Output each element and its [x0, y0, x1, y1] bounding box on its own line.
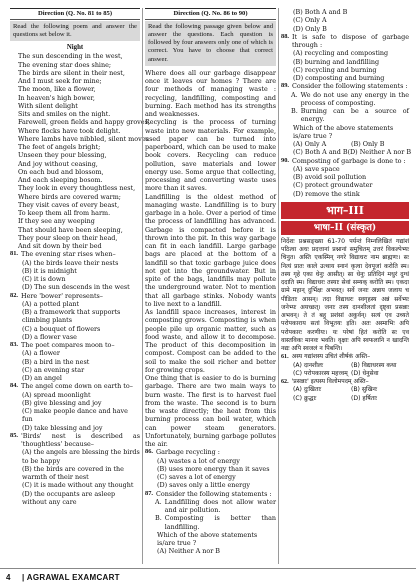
- column-divider: [278, 8, 279, 564]
- question-number: 84.: [10, 382, 18, 390]
- question: [281, 82, 412, 157]
- answer-option: (A) the angels are blessing the birds to be happy: [22, 448, 140, 465]
- question-stem: [281, 157, 409, 165]
- statement: [281, 107, 409, 124]
- question-text: The poet compares moon to–: [21, 341, 115, 349]
- statement-label: B.: [291, 107, 298, 115]
- question-text: Consider the following statements :: [292, 82, 408, 91]
- answer-option-row: [281, 370, 409, 378]
- answer-option: (C) Only A: [293, 16, 327, 25]
- column-right: [281, 8, 412, 403]
- question: [145, 490, 276, 556]
- question: [281, 353, 409, 378]
- answer-option: (B) a bird in the nest: [22, 357, 90, 366]
- statement: [145, 514, 276, 531]
- answer-option: (D) धेनुसेवा: [351, 369, 379, 377]
- part-banner: भाग–III: [281, 202, 409, 219]
- passage-paragraph: As landfill space increases, interest in composting grows. Composting is when people pile up organic matter, such as food waste, and allow it to decompose. The product of this decomposition in compost. Compost can be added to the soil to make the soil richer and better for growing crops.: [145, 308, 276, 374]
- question-number: 86.: [145, 448, 153, 456]
- passage-paragraph: Where does all our garbage disappear once it leaves our homes ? There are four methods of managing waste : recycling, landfilling, composting and burning. Each method has its strengths and weaknesses.: [145, 68, 276, 118]
- question-text: Consider the following statements :: [156, 489, 272, 498]
- question-list: [10, 250, 140, 506]
- statement-text: Landfilling does not allow water and air pollution.: [164, 497, 276, 514]
- statement-label: A.: [291, 90, 298, 99]
- question-stem: [10, 292, 140, 300]
- question-number: 85.: [10, 431, 18, 439]
- answer-option: (C) it is down: [22, 275, 66, 283]
- answer-option: (D) Only B: [293, 24, 327, 33]
- poem-title: Night: [66, 44, 84, 51]
- answer-option: (C) क्रुद्धाः: [293, 394, 317, 402]
- statement: [145, 498, 276, 515]
- passage-paragraph: One thing that is easier to do is burning garbage. There are two main ways to burn waste. The first is to harvest fuel from the waste. The second is to burn the waste directly; the heat from this burning process can boil water, which can power steam generators. Unfortunately, burning garbage pollutes the air.: [145, 374, 276, 448]
- question-list: [145, 448, 276, 555]
- question-text: 'Birds' nest is described as 'thoughtless' because–: [21, 431, 140, 448]
- answer-option: (B) a framework that supports climbing plants: [22, 308, 121, 325]
- question: [10, 250, 140, 291]
- answer-option: (A) recycling and composting: [293, 49, 389, 58]
- question-number: 82.: [10, 291, 18, 299]
- answer-option: (D) remove the stink: [293, 189, 360, 198]
- answer-option: (B) Only B: [351, 140, 385, 148]
- answer-option: (D) a flower vase: [22, 332, 77, 341]
- poem-line: They look in every thoughtless nest,: [18, 184, 136, 193]
- poem-line: And each sleeping bosom.: [18, 176, 103, 184]
- question-stem: [10, 341, 140, 349]
- question-stem: [145, 490, 276, 498]
- question: [10, 382, 140, 432]
- question: [10, 292, 140, 342]
- page-number: 4: [6, 573, 11, 582]
- passage-paragraph: Landfilling is the oldest method of managing waste. Landfilling is to bury garbage in a hole. Over a period of time the process of landfilling has advanced. Garbage is compacted before it is thrown into the pit. In this way garbage can fit in each landfill. Large garbage bags are placed at the bottom of a landfill so that toxic garbage juice does not get into the groundwater. But in spite of the bags, landfills may pollute the underground water. Not to mention that all garbage stinks. Nobody wants to live next to a landfill.: [145, 192, 276, 308]
- answer-option: (C) protect groundwater: [293, 181, 373, 190]
- sanskrit-passage: निर्देशः प्रश्नसङ्ख्या 61-70 पर्यन्तं निम्नलिखितं गद्यांशं पठित्वा अधः प्रदत्तानां प्रश्नानां समुचितम् उत्तरं विकल्पेभ्यः चिनुत। अस्ति एकस्मिन् नगरे विद्याधरः नाम ब्राह्मणः। सः नित्यं प्रातः काले उत्थाय स्नानं कृत्वा देवपूजां करोति स्म। तस्य गृहे एका धेनुः आसीत्। सा धेनुः प्रतिदिनं मधुरं दुग्धं ददाति स्म। विद्याधरः तस्याः सेवां सम्यक् करोति स्म। एकदा ग्रामे महान् दुर्भिक्षः अभवत्। सर्वे जनाः अन्नाय जलाय च पीडिताः आसन्। तदा विद्याधरः स्वगृहस्य अन्नं सर्वेभ्यः जनेभ्यः अयच्छत्। जनाः तस्य दानशीलतां दृष्ट्वा प्रसन्नाः अभवन्। ते तं बहु प्रशंसां अकुर्वन्। सत्यं एव उच्यते परोपकाराय सतां विभूतयः इति। अतः अस्माभिः अपि परोपकारः करणीयः। यः परेषां हितं करोति सः एव वास्तविकः मानवः भवति। वृक्षाः अपि स्वफलानि न खादन्ति नद्यः अपि स्वजलं न पिबन्ति।: [281, 237, 409, 352]
- question-stem: [10, 432, 140, 449]
- answer-option: (C) it is made without any thought: [22, 481, 134, 490]
- poem-line: To keep them all from harm.: [18, 209, 111, 217]
- answer-option: (A) save space: [293, 164, 340, 173]
- question: [281, 33, 409, 83]
- question-number: 62.: [281, 379, 289, 385]
- answer-option: (B) it is midnight: [22, 266, 77, 275]
- question-number: 61.: [281, 354, 289, 361]
- answer-option: (C) परोपकारस्य महत्त्वम्: [293, 369, 348, 377]
- question-text: The evening star rises when–: [21, 250, 116, 259]
- question-number: 88.: [281, 32, 289, 40]
- answer-option-row: [281, 395, 409, 403]
- answer-option-row: [281, 362, 409, 370]
- poem-line: On each bud and blossom,: [18, 167, 104, 176]
- answer-option: (C) an evening star: [22, 365, 85, 374]
- question-stem: [10, 382, 140, 390]
- answer-option: (B) burning and landfilling: [293, 57, 380, 66]
- poem-line: Sits and smiles on the night.: [18, 110, 111, 118]
- answer-option: (A) दानशीलः: [293, 361, 324, 369]
- publisher-brand: | AGRAWAL EXAMCART: [22, 573, 120, 582]
- poem-line: And joy without ceasing,: [18, 159, 98, 168]
- answer-option-row: [281, 148, 412, 157]
- answer-option: (A) spread moonlight: [22, 390, 91, 399]
- statement: [281, 91, 409, 108]
- poem-line: They pour sleep on their head,: [18, 233, 118, 242]
- question-stem: [281, 353, 409, 361]
- poem-line: Where flocks have took delight.: [18, 126, 121, 135]
- page-footer: [0, 568, 416, 588]
- answer-option: (D) an angel: [22, 374, 62, 382]
- answer-option: (B) avoid soil pollution: [293, 173, 367, 181]
- poem-line: The moon, like a flower,: [18, 85, 96, 94]
- question-number: 90.: [281, 156, 289, 164]
- poem-line: The feet of angels bright;: [18, 143, 101, 151]
- direction-header: Direction (Q. No. 86 to 90): [145, 8, 276, 20]
- answer-option: (A) Only A: [293, 140, 327, 148]
- answer-option: (C) a bouquet of flowers: [22, 324, 101, 333]
- answer-option: (B) सुखिनः: [351, 386, 378, 394]
- statement-text: Composting is better than landfilling.: [164, 514, 276, 531]
- answer-option: (C) make people dance and have fun: [22, 407, 128, 424]
- poem-line: Where lambs have nibbled, silent moves: [18, 134, 149, 143]
- poem-line: Farewell, green fields and happy groves,: [18, 118, 150, 127]
- question: [145, 448, 276, 489]
- question-text: Garbage recycling :: [156, 448, 220, 457]
- question-text: Composting of garbage is done to :: [292, 156, 406, 165]
- poem-line: The evening star does shine;: [18, 60, 112, 69]
- direction-text: Read the following passage given below and answer the questions. Each question is followed by four answers only one of which is correct. You have to choose that correct answer.: [145, 21, 276, 66]
- passage: [145, 69, 276, 449]
- statement-label: A.: [155, 497, 162, 506]
- answer-option: (D) saves only a little energy: [157, 481, 250, 490]
- answer-option: (D) Neither A nor B: [347, 148, 412, 157]
- answer-option: (A) wastes a lot of energy: [157, 456, 240, 465]
- question: [281, 157, 409, 198]
- answer-option: (A) the birds leave their nests: [22, 258, 119, 267]
- column-divider: [142, 8, 143, 564]
- statement-label: B.: [155, 514, 162, 523]
- poem: [10, 52, 150, 250]
- answer-option-row: [281, 140, 409, 148]
- question-stem: [281, 33, 409, 50]
- direction-text: Read the following poem and answer the questions set below it.: [10, 21, 140, 42]
- question: [10, 432, 140, 506]
- question-number: 89.: [281, 82, 289, 90]
- poem-line: They visit caves of every beast,: [18, 200, 120, 209]
- answer-option: (A) a flower: [22, 349, 60, 358]
- question: [281, 378, 409, 403]
- column-middle: [145, 8, 276, 556]
- poem-line: And sit down by their bed: [18, 242, 102, 250]
- question-stem: [281, 378, 409, 386]
- poem-line: Unseen they pour blessing,: [18, 151, 107, 160]
- answer-option: (B) विद्याधरस्य कथा: [351, 361, 397, 369]
- question-prompt: Which of the above statements is/are true ?: [157, 530, 258, 547]
- question-text: 'प्रसन्नाः' इत्यस्य विलोमपदम् अस्ति–: [291, 378, 369, 385]
- question-stem: [281, 82, 409, 90]
- question-prompt: Which of the above statements is/are true ?: [293, 123, 394, 140]
- answer-option: (D) The sun descends in the west: [22, 283, 130, 292]
- poem-line: The birds are silent in their nest,: [18, 68, 125, 77]
- poem-line: If they see any weeping: [18, 217, 95, 226]
- question-text: It is safe to dispose of garbage through :: [292, 32, 409, 49]
- sanskrit-question-list: [281, 353, 409, 403]
- poem-line: The sun descending in the west,: [18, 52, 123, 61]
- answer-option: (C) Both A and B: [293, 148, 348, 157]
- poem-line: Where birds are covered warm;: [18, 192, 121, 201]
- answer-option: (D) the occupants are asleep without any care: [22, 489, 116, 506]
- poem-line: That should have been sleeping,: [18, 225, 123, 234]
- answer-option: (C) recycling and burning: [293, 65, 377, 74]
- answer-option: (D) हर्षिताः: [351, 394, 378, 402]
- question-number: 81.: [10, 250, 18, 258]
- answer-option: (D) composting and burning: [293, 74, 385, 82]
- poem-line: With silent delight: [18, 101, 78, 110]
- answer-option: (B) give blessing and joy: [22, 398, 102, 407]
- answer-option-row: [281, 386, 409, 394]
- language-banner: भाषा–II (संस्कृत): [281, 221, 409, 235]
- answer-option: (A) Neither A nor B: [157, 547, 220, 556]
- poem-line: And I must seek for mine;: [18, 77, 102, 85]
- answer-option: (B) uses more energy than it saves: [157, 464, 270, 473]
- answer-option: (A) दुःखिताः: [293, 386, 322, 394]
- answer-option: (D) take blessing and joy: [22, 423, 103, 432]
- statement-text: We do not use any energy in the process of composting.: [300, 90, 409, 107]
- direction-header: Direction (Q. No. 81 to 85): [10, 8, 140, 20]
- question-list: [281, 32, 412, 198]
- answer-option: (C) saves a lot of energy: [157, 473, 236, 481]
- passage-paragraph: Recycling is the process of turning waste into new materials. For example, used paper can be turned into paperboard, which can be used to make book covers. Recycling can reduce pollution, save materials and lower energy use. Some argue that collecting, processing and converting waste uses more than it saves.: [145, 118, 276, 193]
- statement-text: Burning can be a source of energy.: [300, 107, 409, 124]
- question-text: अस्य गद्यांशस्य उचितं शीर्षकं अस्ति–: [291, 353, 371, 361]
- question-text: Here 'bower' represents–: [21, 291, 103, 300]
- answer-option: (B) Both A and B: [293, 8, 348, 16]
- question: [10, 341, 140, 382]
- question-number: 83.: [10, 341, 18, 348]
- poem-line: In heaven's high bower,: [18, 93, 95, 102]
- question-text: The angel come down on earth to–: [21, 382, 133, 391]
- question-number: 87.: [145, 489, 153, 497]
- answer-option: (B) the birds are covered in the warmth of their nest: [22, 464, 124, 481]
- question-stem: [145, 448, 276, 456]
- answer-option: (A) a potted plant: [22, 299, 80, 308]
- question-stem: [10, 250, 140, 258]
- question-options-continued: [281, 8, 409, 33]
